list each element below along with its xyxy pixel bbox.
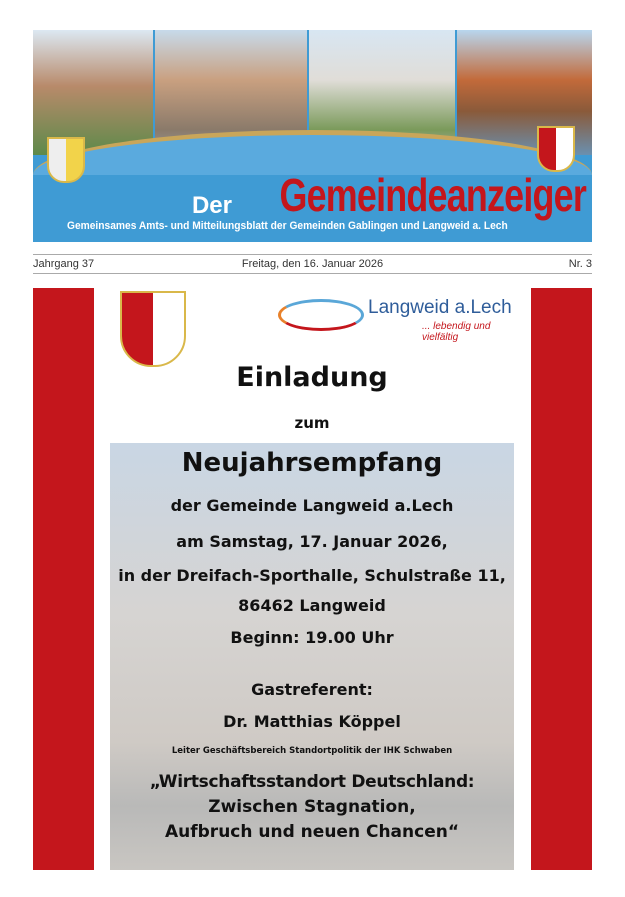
start-time: Beginn: 19.00 Uhr <box>230 628 394 647</box>
red-bar-left <box>33 288 94 870</box>
masthead-der: Der <box>191 192 232 219</box>
issue-info <box>33 254 592 274</box>
event-date: am Samstag, 17. Januar 2026, <box>176 532 448 551</box>
masthead-banner <box>33 30 592 242</box>
langweid-logo <box>272 291 522 343</box>
langweid-crest-icon <box>537 126 575 172</box>
langweid-coat-of-arms-icon <box>120 291 186 367</box>
speaker: Dr. Matthias Köppel <box>223 712 401 731</box>
speaker-role: Leiter Geschäftsbereich Standortpolitik der IHK Schwaben <box>171 746 453 756</box>
venue: in der Dreifach-Sporthalle, Schulstraße 11, <box>118 566 506 585</box>
talk-line-3: Aufbruch und neuen Chancen“ <box>164 822 460 842</box>
masthead-subtitle: Gemeinsames Amts- und Mitteilungsblatt der Gemeinden Gablingen und Langweid a. Lech <box>67 220 508 232</box>
host: der Gemeinde Langweid a.Lech <box>170 496 454 515</box>
logo-swirl-icon <box>278 299 364 331</box>
masthead-title: Gemeindeanzeiger <box>279 169 586 221</box>
gablingen-crest-icon <box>47 137 85 183</box>
guest-label: Gastreferent: <box>251 680 373 699</box>
volume: Jahrgang 37 <box>33 258 95 270</box>
logo-slogan: ... lebendig und vielfältig <box>422 321 491 343</box>
zum: zum <box>294 414 330 432</box>
talk-line-2: Zwischen Stagnation, <box>208 797 416 817</box>
issue-date: Freitag, den 16. Januar 2026 <box>241 258 384 270</box>
event-title: Neujahrsempfang <box>181 448 443 478</box>
city: 86462 Langweid <box>238 596 386 615</box>
logo-name: Langweid a.Lech <box>368 297 512 318</box>
talk-line-1: „Wirtschaftsstandort Deutschland: <box>149 772 475 792</box>
issue-number: Nr. 3 <box>568 258 592 270</box>
red-bar-right <box>531 288 592 870</box>
heading: Einladung <box>236 362 388 393</box>
